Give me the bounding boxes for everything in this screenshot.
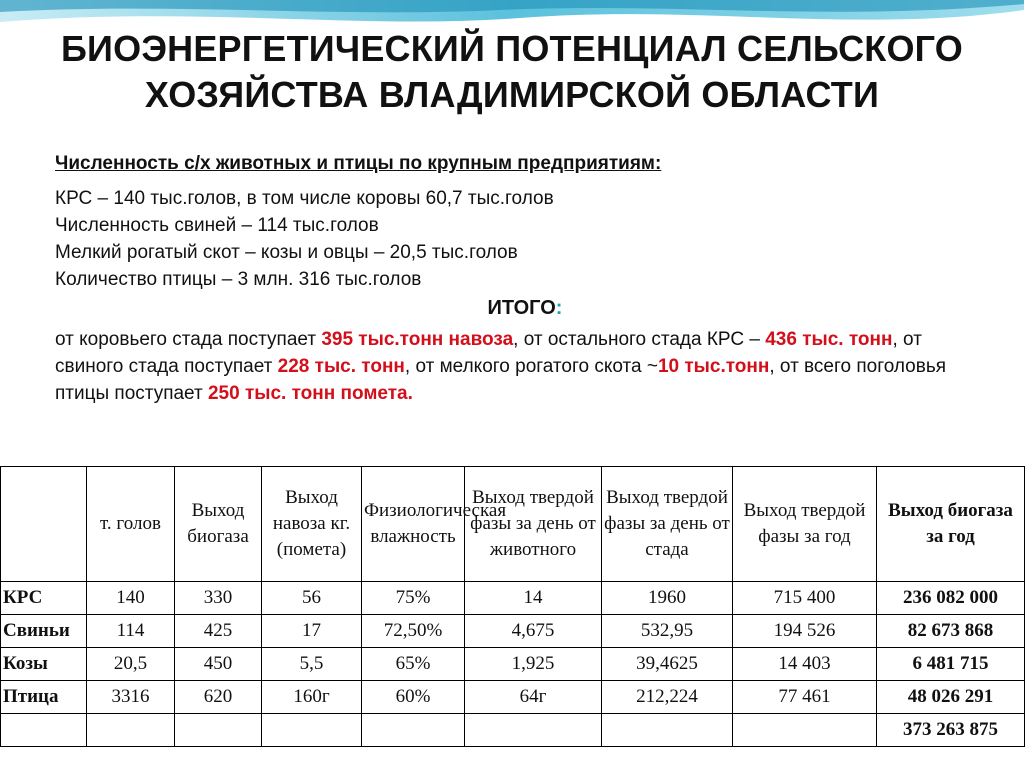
header-cell-biogas-yield: Выход биогаза <box>175 467 262 582</box>
table-cell: 82 673 868 <box>877 615 1025 648</box>
header-cell-empty <box>1 467 87 582</box>
table-cell: КРС <box>1 582 87 615</box>
table-cell: 4,675 <box>465 615 602 648</box>
table-cell: 65% <box>362 648 465 681</box>
table-cell: 5,5 <box>262 648 362 681</box>
header-cell-humidity: Физиологическая влажность <box>362 467 465 582</box>
table-row <box>1 582 1025 615</box>
table-cell <box>602 714 733 747</box>
table-cell: Свиньи <box>1 615 87 648</box>
itogo-word: ИТОГО <box>487 297 556 319</box>
table-cell: 39,4625 <box>602 648 733 681</box>
table-cell: 56 <box>262 582 362 615</box>
section-subtitle: Численность с/х животных и птицы по крупным предприятиям: <box>55 153 662 174</box>
table-cell: 532,95 <box>602 615 733 648</box>
summary-paragraph <box>55 326 995 407</box>
table-cell: 330 <box>175 582 262 615</box>
table-cell: 425 <box>175 615 262 648</box>
total-biogas-cell: 373 263 875 <box>877 714 1025 747</box>
title-line-1: БИОЭНЕРГЕТИЧЕСКИЙ ПОТЕНЦИАЛ СЕЛЬСКОГО <box>60 28 963 69</box>
table-cell <box>733 714 877 747</box>
header-cell-solid-per-animal: Выход твердой фазы за день от животного <box>465 467 602 582</box>
table-cell <box>175 714 262 747</box>
line-pigs: Численность свиней – 114 тыс.голов <box>55 215 379 236</box>
table-cell: 212,224 <box>602 681 733 714</box>
content-body <box>55 150 995 407</box>
table-cell: 72,50% <box>362 615 465 648</box>
table-cell: 194 526 <box>733 615 877 648</box>
summary-text-5: , от всего поголовья птицы поступает <box>55 356 947 404</box>
summary-text-2: , от остального стада КРС – <box>513 329 766 350</box>
summary-highlight-1: 395 тыс.тонн навоза <box>321 329 514 350</box>
table-cell <box>362 714 465 747</box>
line-poultry: Количество птицы – 3 млн. 316 тыс.голов <box>55 269 422 290</box>
line-krs: КРС – 140 тыс.голов, в том числе коровы 60,7 тыс.голов <box>55 188 554 209</box>
summary-text-3: , от свиного стада поступает <box>55 329 922 377</box>
header-cell-solid-per-year: Выход твердой фазы за год <box>733 467 877 582</box>
biogas-table <box>0 466 1025 747</box>
table-header-row <box>1 467 1025 582</box>
summary-highlight-4: 10 тыс.тонн <box>657 356 770 377</box>
table-row <box>1 681 1025 714</box>
header-cell-manure-yield: Выход навоза кг.(помета) <box>262 467 362 582</box>
table-cell: 140 <box>87 582 175 615</box>
summary-highlight-2: 436 тыс. тонн <box>765 329 893 350</box>
table-row <box>1 648 1025 681</box>
line-small-cattle: Мелкий рогатый скот – козы и овцы – 20,5 тыс.голов <box>55 242 518 263</box>
table-cell: 64г <box>465 681 602 714</box>
summary-highlight-3: 228 тыс. тонн <box>277 356 405 377</box>
table-cell <box>87 714 175 747</box>
table-cell: 715 400 <box>733 582 877 615</box>
table-row <box>1 615 1025 648</box>
table-cell: 75% <box>362 582 465 615</box>
table-cell: 450 <box>175 648 262 681</box>
table-cell: 160г <box>262 681 362 714</box>
table-cell: 20,5 <box>87 648 175 681</box>
table-cell <box>1 714 87 747</box>
title-line-2: ХОЗЯЙСТВА ВЛАДИМИРСКОЙ ОБЛАСТИ <box>144 74 880 115</box>
table-cell: 1960 <box>602 582 733 615</box>
table-cell <box>262 714 362 747</box>
page-title <box>0 26 1024 118</box>
table-cell: Козы <box>1 648 87 681</box>
itogo-heading <box>55 295 995 322</box>
table-cell: 77 461 <box>733 681 877 714</box>
table-cell: 1,925 <box>465 648 602 681</box>
header-cell-biogas-per-year: Выход биогаза за год <box>877 467 1025 582</box>
table-cell: 114 <box>87 615 175 648</box>
table-cell: 14 403 <box>733 648 877 681</box>
table-cell: 620 <box>175 681 262 714</box>
table-cell: 236 082 000 <box>877 582 1025 615</box>
itogo-colon: : <box>555 297 563 319</box>
table-cell: 48 026 291 <box>877 681 1025 714</box>
table-cell: 14 <box>465 582 602 615</box>
table-cell: 6 481 715 <box>877 648 1025 681</box>
table-row-total <box>1 714 1025 747</box>
table-cell: 60% <box>362 681 465 714</box>
header-cell-solid-per-herd: Выход твердой фазы за день от стада <box>602 467 733 582</box>
table-cell: Птица <box>1 681 87 714</box>
summary-highlight-5: 250 тыс. тонн помета. <box>207 383 413 404</box>
table-cell: 3316 <box>87 681 175 714</box>
header-cell-heads: т. голов <box>87 467 175 582</box>
table-cell <box>465 714 602 747</box>
summary-text-1: от коровьего стада поступает <box>55 329 322 350</box>
table-cell: 17 <box>262 615 362 648</box>
summary-text-4: , от мелкого рогатого скота ~ <box>404 356 658 377</box>
